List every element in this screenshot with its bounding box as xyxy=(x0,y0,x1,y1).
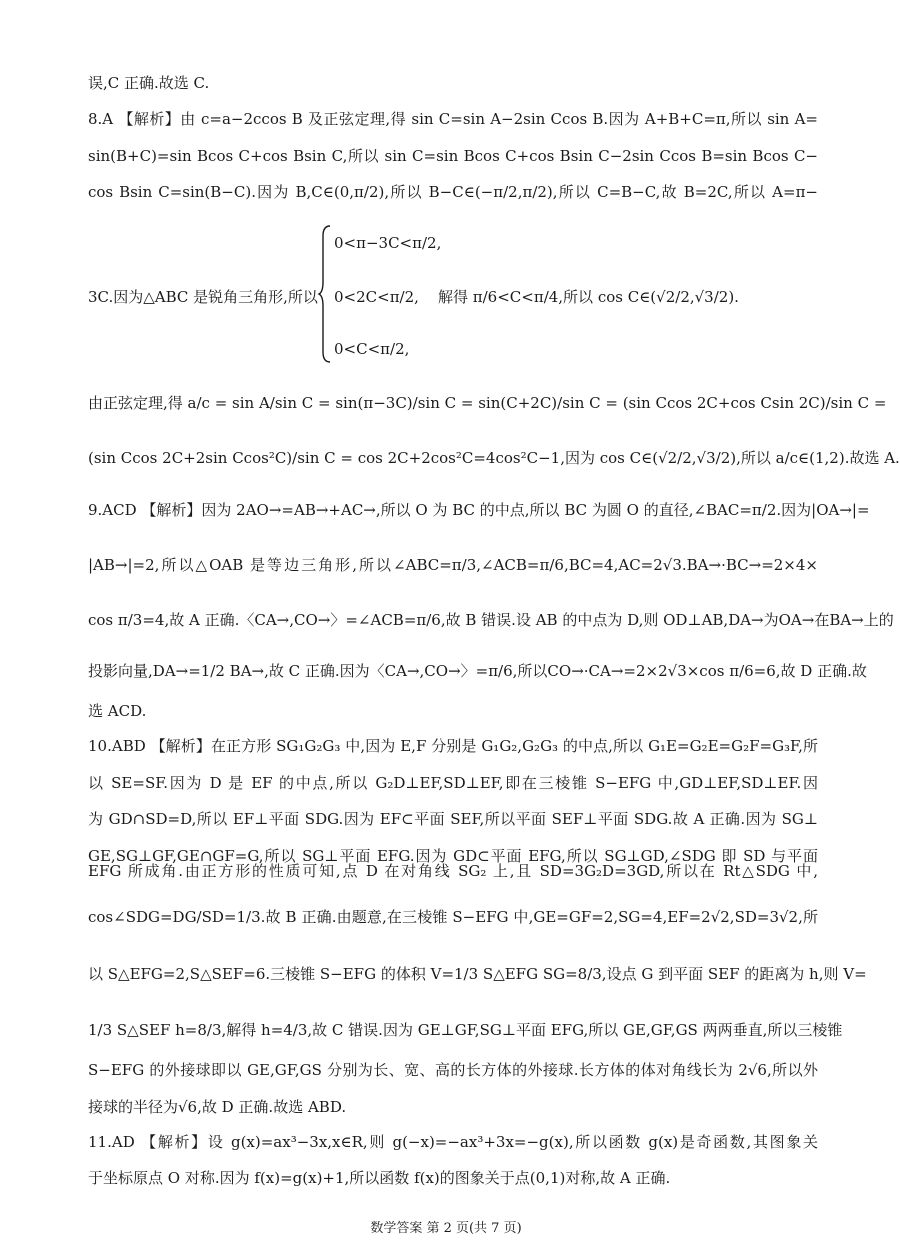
text-line: 9.ACD 【解析】因为 2AO→=AB→+AC→,所以 O 为 BC 的中点,所以 BC 为圆 O 的直径,∠BAC=π/2.因为|OA→|= xyxy=(88,501,870,519)
text-line: sin(B+C)=sin Bcos C+cos Bsin C,所以 sin C=sin Bcos C+cos Bsin C−2sin Ccos B=sin Bcos C− xyxy=(88,147,818,165)
text-line: 为 GD∩SD=D,所以 EF⊥平面 SDG.因为 EF⊂平面 SEF,所以平面 SEF⊥平面 SDG.故 A 正确.因为 SG⊥ xyxy=(88,810,818,828)
inequality-line: 0<2C<π/2, xyxy=(334,288,419,306)
text-line: (sin Ccos 2C+2sin Ccos²C)/sin C = cos 2C+2cos²C=4cos²C−1,因为 cos C∈(√2/2,√3/2),所以 a/c∈(1,2).故选 A. xyxy=(88,449,900,467)
text-line: 接球的半径为√6,故 D 正确.故选 ABD. xyxy=(88,1098,347,1116)
text-line: 8.A 【解析】由 c=a−2ccos B 及正弦定理,得 sin C=sin A−2sin Ccos B.因为 A+B+C=π,所以 sin A= xyxy=(88,110,818,128)
text-line: 3C.因为△ABC 是锐角三角形,所以 xyxy=(88,288,318,306)
text-line: 选 ACD. xyxy=(88,702,147,720)
text-line: cos π/3=4,故 A 正确.〈CA→,CO→〉=∠ACB=π/6,故 B 错误.设 AB 的中点为 D,则 OD⊥AB,DA→为OA→在BA→上的 xyxy=(88,611,894,629)
text-line: 误,C 正确.故选 C. xyxy=(88,74,210,92)
text-line: GE,SG⊥GF,GE∩GF=G,所以 SG⊥平面 EFG.因为 GD⊂平面 EFG,所以 SG⊥GD,∠SDG 即 SD 与平面 xyxy=(88,847,818,865)
text-line: 11.AD 【解析】设 g(x)=ax³−3x,x∈R,则 g(−x)=−ax³+3x=−g(x),所以函数 g(x)是奇函数,其图象关 xyxy=(88,1133,818,1151)
text-line: |AB→|=2,所以△OAB 是等边三角形,所以∠ABC=π/3,∠ACB=π/6,BC=4,AC=2√3.BA→·BC→=2×4× xyxy=(88,556,818,574)
text-line: 1/3 S△SEF h=8/3,解得 h=4/3,故 C 错误.因为 GE⊥GF,SG⊥平面 EFG,所以 GE,GF,GS 两两垂直,所以三棱锥 xyxy=(88,1021,843,1039)
text-line: EFG 所成角.由正方形的性质可知,点 D 在对角线 SG₂ 上,且 SD=3G₂D=3GD,所以在 Rt△SDG 中, xyxy=(88,862,818,880)
inequality-line: 0<C<π/2, xyxy=(334,340,410,358)
inequality-line: 0<π−3C<π/2, xyxy=(334,234,442,252)
brace-icon xyxy=(318,224,332,364)
text-line: 以 SE=SF.因为 D 是 EF 的中点,所以 G₂D⊥EF,SD⊥EF,即在三棱锥 S−EFG 中,GD⊥EF,SD⊥EF.因 xyxy=(88,774,818,792)
text-line: 10.ABD 【解析】在正方形 SG₁G₂G₃ 中,因为 E,F 分别是 G₁G₂,G₂G₃ 的中点,所以 G₁E=G₂E=G₂F=G₃F,所 xyxy=(88,737,818,755)
text-line: 投影向量,DA→=1/2 BA→,故 C 正确.因为〈CA→,CO→〉=π/6,所以CO→·CA→=2×2√3×cos π/6=6,故 D 正确.故 xyxy=(88,662,867,680)
text-line: 由正弦定理,得 a/c = sin A/sin C = sin(π−3C)/sin C = sin(C+2C)/sin C = (sin Ccos 2C+cos Csin 2C)/sin C = xyxy=(88,394,887,412)
solution-text: 解得 π/6<C<π/4,所以 cos C∈(√2/2,√3/2). xyxy=(438,288,739,306)
text-line: cos Bsin C=sin(B−C).因为 B,C∈(0,π/2),所以 B−C∈(−π/2,π/2),所以 C=B−C,故 B=2C,所以 A=π− xyxy=(88,183,818,201)
text-line: S−EFG 的外接球即以 GE,GF,GS 分别为长、宽、高的长方体的外接球.长方体的体对角线长为 2√6,所以外 xyxy=(88,1061,818,1079)
page-footer: 数学答案 第 2 页(共 7 页) xyxy=(370,1221,522,1236)
text-line: 以 S△EFG=2,S△SEF=6.三棱锥 S−EFG 的体积 V=1/3 S△EFG SG=8/3,设点 G 到平面 SEF 的距离为 h,则 V= xyxy=(88,965,867,983)
text-line: 于坐标原点 O 对称.因为 f(x)=g(x)+1,所以函数 f(x)的图象关于点(0,1)对称,故 A 正确. xyxy=(88,1169,671,1187)
text-line: cos∠SDG=DG/SD=1/3.故 B 正确.由题意,在三棱锥 S−EFG 中,GE=GF=2,SG=4,EF=2√2,SD=3√2,所 xyxy=(88,908,818,926)
